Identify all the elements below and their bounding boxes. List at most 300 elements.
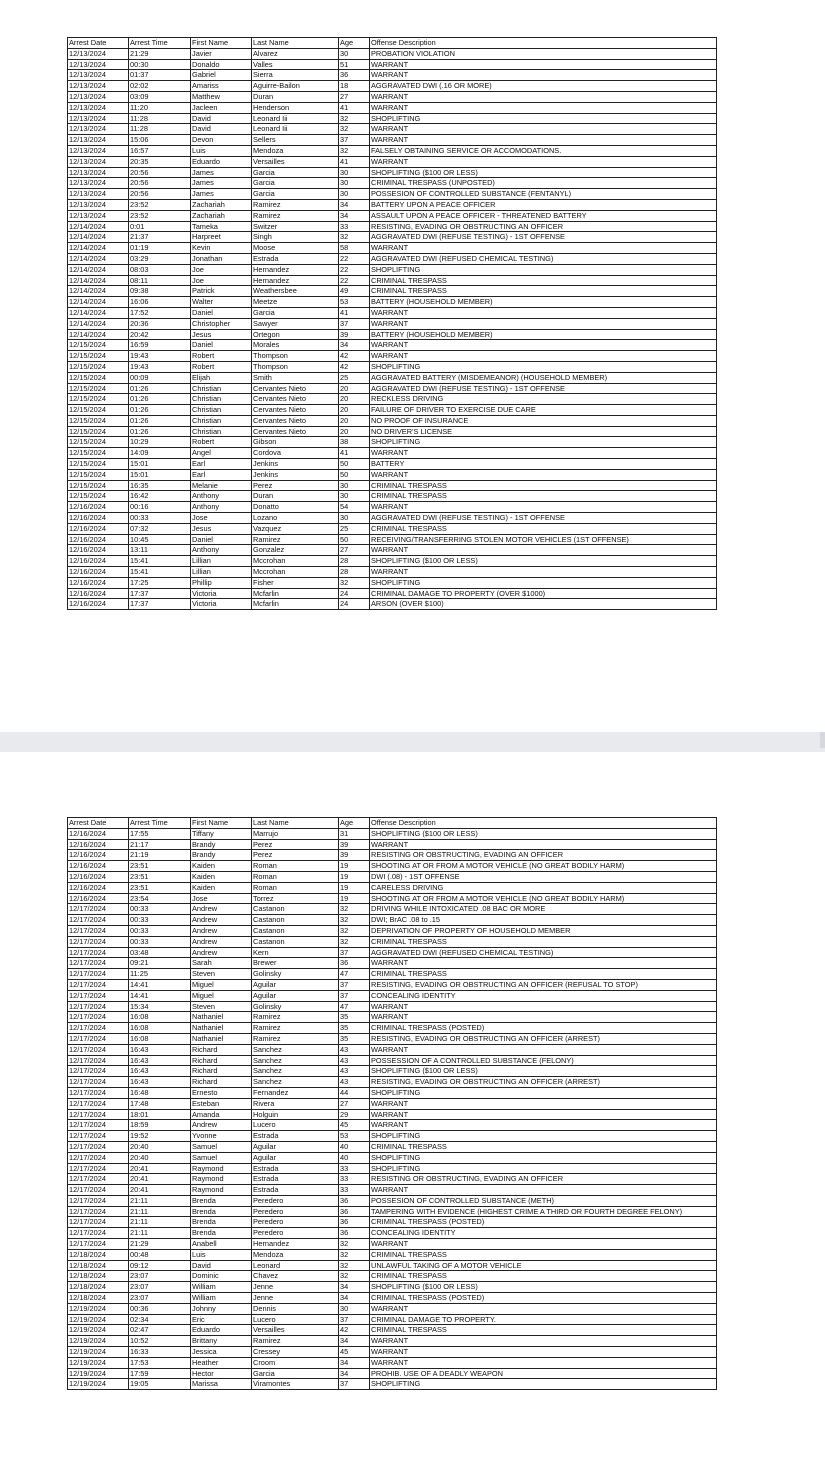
arrest-date-cell: 12/15/2024 — [68, 426, 129, 437]
age-cell: 58 — [339, 243, 370, 254]
arrest-date-cell: 12/15/2024 — [68, 340, 129, 351]
table-row — [68, 405, 717, 416]
first-name-cell: Richard — [191, 1066, 252, 1077]
arrest-time-cell: 19:52 — [129, 1131, 191, 1142]
age-cell: 47 — [339, 1001, 370, 1012]
arrest-date-cell: 12/14/2024 — [68, 232, 129, 243]
age-cell: 30 — [339, 167, 370, 178]
arrest-time-cell: 21:11 — [129, 1206, 191, 1217]
table-row — [68, 318, 717, 329]
table-row — [68, 1206, 717, 1217]
last-name-cell: Mendoza — [252, 145, 339, 156]
age-cell: 36 — [339, 70, 370, 81]
table-row — [68, 307, 717, 318]
offense-description-cell: CONCEALING IDENTITY — [370, 990, 717, 1001]
last-name-cell: Lozano — [252, 513, 339, 524]
arrest-time-cell: 10:52 — [129, 1336, 191, 1347]
table-row — [68, 1336, 717, 1347]
age-cell: 30 — [339, 189, 370, 200]
last-name-cell: Croom — [252, 1357, 339, 1368]
age-cell: 32 — [339, 1239, 370, 1250]
last-name-cell: Versailles — [252, 156, 339, 167]
arrest-date-cell: 12/16/2024 — [68, 588, 129, 599]
arrest-time-cell: 19:43 — [129, 351, 191, 362]
arrest-date-cell: 12/16/2024 — [68, 513, 129, 524]
table-row — [68, 882, 717, 893]
age-cell: 32 — [339, 936, 370, 947]
table-row — [68, 221, 717, 232]
arrest-time-cell: 16:08 — [129, 1033, 191, 1044]
table-row — [68, 1033, 717, 1044]
last-name-cell: Donatto — [252, 502, 339, 513]
header-row — [68, 38, 717, 49]
age-cell: 32 — [339, 577, 370, 588]
last-name-cell: Ramirez — [252, 1033, 339, 1044]
table-row — [68, 448, 717, 459]
last-name-cell: Moose — [252, 243, 339, 254]
offense-description-cell: WARRANT — [370, 156, 717, 167]
table-row — [68, 577, 717, 588]
offense-description-cell: BATTERY (HOUSEHOLD MEMBER) — [370, 297, 717, 308]
offense-description-cell: WARRANT — [370, 59, 717, 70]
age-cell: 51 — [339, 59, 370, 70]
arrest-time-cell: 20:42 — [129, 329, 191, 340]
arrest-date-cell: 12/17/2024 — [68, 958, 129, 969]
header-arrest-time: Arrest Time — [129, 38, 191, 49]
offense-description-cell: DWI (.08) - 1ST OFFENSE — [370, 871, 717, 882]
arrest-date-cell: 12/18/2024 — [68, 1249, 129, 1260]
arrest-time-cell: 20:40 — [129, 1152, 191, 1163]
arrest-time-cell: 03:09 — [129, 91, 191, 102]
arrest-time-cell: 17:37 — [129, 599, 191, 610]
first-name-cell: Robert — [191, 351, 252, 362]
arrest-time-cell: 16:33 — [129, 1347, 191, 1358]
first-name-cell: Raymond — [191, 1185, 252, 1196]
offense-description-cell: WARRANT — [370, 1303, 717, 1314]
last-name-cell: Leonard Iii — [252, 124, 339, 135]
table-row — [68, 871, 717, 882]
arrest-date-cell: 12/18/2024 — [68, 1282, 129, 1293]
age-cell: 22 — [339, 253, 370, 264]
last-name-cell: Mendoza — [252, 1249, 339, 1260]
arrest-time-cell: 20:56 — [129, 167, 191, 178]
arrest-time-cell: 09:38 — [129, 286, 191, 297]
first-name-cell: Eduardo — [191, 1325, 252, 1336]
age-cell: 24 — [339, 588, 370, 599]
first-name-cell: Gabriel — [191, 70, 252, 81]
last-name-cell: Peredero — [252, 1206, 339, 1217]
arrest-time-cell: 11:28 — [129, 124, 191, 135]
last-name-cell: Peredero — [252, 1195, 339, 1206]
last-name-cell: Castanon — [252, 915, 339, 926]
offense-description-cell: AGGRAVATED DWI (REFUSED CHEMICAL TESTING) — [370, 253, 717, 264]
last-name-cell: Dennis — [252, 1303, 339, 1314]
last-name-cell: Cervantes Nieto — [252, 426, 339, 437]
last-name-cell: Cressey — [252, 1347, 339, 1358]
arrest-time-cell: 15:01 — [129, 459, 191, 470]
last-name-cell: Alvarez — [252, 48, 339, 59]
offense-description-cell: WARRANT — [370, 1357, 717, 1368]
arrest-date-cell: 12/16/2024 — [68, 861, 129, 872]
first-name-cell: Jesus — [191, 329, 252, 340]
first-name-cell: Jessica — [191, 1347, 252, 1358]
table-row — [68, 167, 717, 178]
first-name-cell: Kaiden — [191, 882, 252, 893]
last-name-cell: Jenne — [252, 1282, 339, 1293]
arrest-time-cell: 08:03 — [129, 264, 191, 275]
first-name-cell: Richard — [191, 1055, 252, 1066]
last-name-cell: Cervantes Nieto — [252, 383, 339, 394]
last-name-cell: Gonzalez — [252, 545, 339, 556]
arrest-time-cell: 09:21 — [129, 958, 191, 969]
last-name-cell: Mccrohan — [252, 567, 339, 578]
age-cell: 25 — [339, 523, 370, 534]
table-row — [68, 1066, 717, 1077]
arrest-date-cell: 12/16/2024 — [68, 502, 129, 513]
last-name-cell: Cordova — [252, 448, 339, 459]
offense-description-cell: POSSESION OF CONTROLLED SUBSTANCE (METH) — [370, 1195, 717, 1206]
first-name-cell: Jose — [191, 893, 252, 904]
table-row — [68, 1357, 717, 1368]
offense-description-cell: WARRANT — [370, 1044, 717, 1055]
first-name-cell: Hector — [191, 1368, 252, 1379]
table-row — [68, 1087, 717, 1098]
first-name-cell: Nathaniel — [191, 1012, 252, 1023]
arrest-time-cell: 21:11 — [129, 1217, 191, 1228]
arrest-time-cell: 14:41 — [129, 990, 191, 1001]
offense-description-cell: BATTERY — [370, 459, 717, 470]
age-cell: 39 — [339, 850, 370, 861]
offense-description-cell: BATTERY (HOUSEHOLD MEMBER) — [370, 329, 717, 340]
table-row — [68, 1217, 717, 1228]
offense-description-cell: SHOPLIFTING ($100 OR LESS) — [370, 828, 717, 839]
table-row — [68, 990, 717, 1001]
arrest-date-cell: 12/13/2024 — [68, 210, 129, 221]
table-row — [68, 415, 717, 426]
first-name-cell: Andrew — [191, 1120, 252, 1131]
age-cell: 20 — [339, 405, 370, 416]
table-row — [68, 491, 717, 502]
arrest-date-cell: 12/17/2024 — [68, 1163, 129, 1174]
first-name-cell: Brenda — [191, 1195, 252, 1206]
offense-description-cell: RESISTING, EVADING OR OBSTRUCTING AN OFFICER — [370, 221, 717, 232]
age-cell: 24 — [339, 599, 370, 610]
last-name-cell: Aguilar — [252, 1141, 339, 1152]
arrest-time-cell: 20:56 — [129, 178, 191, 189]
arrest-date-cell: 12/17/2024 — [68, 969, 129, 980]
first-name-cell: Luis — [191, 145, 252, 156]
first-name-cell: Donaldo — [191, 59, 252, 70]
first-name-cell: Kaiden — [191, 871, 252, 882]
first-name-cell: Brandy — [191, 839, 252, 850]
age-cell: 42 — [339, 361, 370, 372]
table-row — [68, 1131, 717, 1142]
arrest-date-cell: 12/15/2024 — [68, 383, 129, 394]
table-row — [68, 599, 717, 610]
arrest-table — [67, 817, 717, 1390]
last-name-cell: Torrez — [252, 893, 339, 904]
offense-description-cell: SHOPLIFTING — [370, 437, 717, 448]
arrest-date-cell: 12/16/2024 — [68, 534, 129, 545]
arrest-date-cell: 12/19/2024 — [68, 1347, 129, 1358]
first-name-cell: Elijah — [191, 372, 252, 383]
table-row — [68, 113, 717, 124]
table-row — [68, 264, 717, 275]
age-cell: 39 — [339, 839, 370, 850]
first-name-cell: Yvonne — [191, 1131, 252, 1142]
table-row — [68, 469, 717, 480]
age-cell: 32 — [339, 1271, 370, 1282]
first-name-cell: Dominic — [191, 1271, 252, 1282]
offense-description-cell: FAILURE OF DRIVER TO EXERCISE DUE CARE — [370, 405, 717, 416]
table-row — [68, 839, 717, 850]
header-last-name: Last Name — [252, 38, 339, 49]
offense-description-cell: RESISTING, EVADING OR OBSTRUCTING AN OFFICER (ARREST) — [370, 1033, 717, 1044]
offense-description-cell: DEPRIVATION OF PROPERTY OF HOUSEHOLD MEMBER — [370, 925, 717, 936]
last-name-cell: Ramirez — [252, 199, 339, 210]
table-row — [68, 232, 717, 243]
arrest-date-cell: 12/17/2024 — [68, 979, 129, 990]
first-name-cell: James — [191, 178, 252, 189]
arrest-date-cell: 12/15/2024 — [68, 469, 129, 480]
table-row — [68, 70, 717, 81]
arrest-time-cell: 21:37 — [129, 232, 191, 243]
offense-description-cell: WARRANT — [370, 1336, 717, 1347]
age-cell: 50 — [339, 534, 370, 545]
arrest-date-cell: 12/16/2024 — [68, 556, 129, 567]
last-name-cell: Switzer — [252, 221, 339, 232]
age-cell: 37 — [339, 1379, 370, 1390]
last-name-cell: Perez — [252, 850, 339, 861]
age-cell: 20 — [339, 415, 370, 426]
age-cell: 34 — [339, 1282, 370, 1293]
arrest-date-cell: 12/17/2024 — [68, 1044, 129, 1055]
age-cell: 53 — [339, 297, 370, 308]
last-name-cell: Cervantes Nieto — [252, 394, 339, 405]
arrest-time-cell: 15:41 — [129, 567, 191, 578]
arrest-date-cell: 12/14/2024 — [68, 329, 129, 340]
arrest-time-cell: 17:53 — [129, 1357, 191, 1368]
offense-description-cell: POSSESSION OF A CONTROLLED SUBSTANCE (FELONY) — [370, 1055, 717, 1066]
first-name-cell: Johnny — [191, 1303, 252, 1314]
offense-description-cell: RECKLESS DRIVING — [370, 394, 717, 405]
last-name-cell: Peredero — [252, 1217, 339, 1228]
first-name-cell: Luis — [191, 1249, 252, 1260]
last-name-cell: Weathersbee — [252, 286, 339, 297]
offense-description-cell: CRIMINAL TRESPASS — [370, 1249, 717, 1260]
arrest-time-cell: 16:43 — [129, 1066, 191, 1077]
table-row — [68, 1109, 717, 1120]
arrest-time-cell: 16:57 — [129, 145, 191, 156]
arrest-date-cell: 12/14/2024 — [68, 221, 129, 232]
first-name-cell: Joe — [191, 275, 252, 286]
arrest-date-cell: 12/16/2024 — [68, 871, 129, 882]
offense-description-cell: WARRANT — [370, 1001, 717, 1012]
arrest-table — [67, 37, 717, 610]
arrest-date-cell: 12/15/2024 — [68, 480, 129, 491]
age-cell: 28 — [339, 567, 370, 578]
table-row — [68, 275, 717, 286]
table-row — [68, 372, 717, 383]
offense-description-cell: SHOPLIFTING — [370, 1131, 717, 1142]
header-age: Age — [339, 818, 370, 829]
last-name-cell: Jenne — [252, 1293, 339, 1304]
table-row — [68, 545, 717, 556]
arrest-time-cell: 20:36 — [129, 318, 191, 329]
arrest-time-cell: 17:55 — [129, 828, 191, 839]
arrest-date-cell: 12/15/2024 — [68, 361, 129, 372]
first-name-cell: David — [191, 1260, 252, 1271]
first-name-cell: Victoria — [191, 599, 252, 610]
offense-description-cell: AGGRAVATED DWI (REFUSE TESTING) - 1ST OFFENSE — [370, 383, 717, 394]
first-name-cell: Daniel — [191, 340, 252, 351]
first-name-cell: Robert — [191, 437, 252, 448]
age-cell: 42 — [339, 1325, 370, 1336]
first-name-cell: Jesus — [191, 523, 252, 534]
arrest-time-cell: 00:33 — [129, 915, 191, 926]
last-name-cell: Perez — [252, 480, 339, 491]
age-cell: 53 — [339, 1131, 370, 1142]
age-cell: 20 — [339, 426, 370, 437]
offense-description-cell: SHOPLIFTING ($100 OR LESS) — [370, 167, 717, 178]
last-name-cell: Leonard Iii — [252, 113, 339, 124]
header-first-name: First Name — [191, 38, 252, 49]
arrest-date-cell: 12/16/2024 — [68, 599, 129, 610]
arrest-date-cell: 12/17/2024 — [68, 1239, 129, 1250]
arrest-time-cell: 20:35 — [129, 156, 191, 167]
age-cell: 28 — [339, 556, 370, 567]
age-cell: 32 — [339, 925, 370, 936]
arrest-date-cell: 12/15/2024 — [68, 351, 129, 362]
arrest-date-cell: 12/17/2024 — [68, 990, 129, 1001]
first-name-cell: William — [191, 1293, 252, 1304]
age-cell: 41 — [339, 102, 370, 113]
last-name-cell: Golinsky — [252, 969, 339, 980]
arrest-time-cell: 21:29 — [129, 1239, 191, 1250]
age-cell: 43 — [339, 1055, 370, 1066]
arrest-date-cell: 12/14/2024 — [68, 275, 129, 286]
first-name-cell: Andrew — [191, 925, 252, 936]
arrest-date-cell: 12/15/2024 — [68, 405, 129, 416]
age-cell: 45 — [339, 1347, 370, 1358]
offense-description-cell: WARRANT — [370, 243, 717, 254]
arrest-date-cell: 12/15/2024 — [68, 437, 129, 448]
table-row — [68, 850, 717, 861]
last-name-cell: Hernandez — [252, 1239, 339, 1250]
table-row — [68, 979, 717, 990]
arrest-date-cell: 12/13/2024 — [68, 48, 129, 59]
offense-description-cell: CRIMINAL TRESPASS — [370, 523, 717, 534]
age-cell: 34 — [339, 1357, 370, 1368]
age-cell: 37 — [339, 947, 370, 958]
first-name-cell: Andrew — [191, 947, 252, 958]
arrest-time-cell: 16:06 — [129, 297, 191, 308]
offense-description-cell: CRIMINAL TRESPASS — [370, 275, 717, 286]
age-cell: 20 — [339, 394, 370, 405]
header-age: Age — [339, 38, 370, 49]
last-name-cell: Jenkins — [252, 459, 339, 470]
arrest-date-cell: 12/16/2024 — [68, 893, 129, 904]
age-cell: 41 — [339, 156, 370, 167]
offense-description-cell: SHOPLIFTING — [370, 1379, 717, 1390]
arrest-date-cell: 12/16/2024 — [68, 882, 129, 893]
age-cell: 35 — [339, 1012, 370, 1023]
last-name-cell: Leonard — [252, 1260, 339, 1271]
age-cell: 34 — [339, 1293, 370, 1304]
arrest-time-cell: 23:52 — [129, 199, 191, 210]
table-row — [68, 135, 717, 146]
table-row — [68, 969, 717, 980]
first-name-cell: Devon — [191, 135, 252, 146]
age-cell: 36 — [339, 1195, 370, 1206]
last-name-cell: Lucero — [252, 1120, 339, 1131]
first-name-cell: Brenda — [191, 1206, 252, 1217]
first-name-cell: Samuel — [191, 1152, 252, 1163]
last-name-cell: Kern — [252, 947, 339, 958]
arrest-time-cell: 20:41 — [129, 1174, 191, 1185]
first-name-cell: Steven — [191, 969, 252, 980]
first-name-cell: Jose — [191, 513, 252, 524]
arrest-date-cell: 12/19/2024 — [68, 1314, 129, 1325]
last-name-cell: Castanon — [252, 904, 339, 915]
arrest-date-cell: 12/17/2024 — [68, 1131, 129, 1142]
arrest-time-cell: 13:11 — [129, 545, 191, 556]
table-row — [68, 1379, 717, 1390]
offense-description-cell: CRIMINAL DAMAGE TO PROPERTY. — [370, 1314, 717, 1325]
arrest-date-cell: 12/15/2024 — [68, 394, 129, 405]
table-row — [68, 156, 717, 167]
first-name-cell: Daniel — [191, 307, 252, 318]
age-cell: 32 — [339, 915, 370, 926]
arrest-time-cell: 11:28 — [129, 113, 191, 124]
arrest-date-cell: 12/17/2024 — [68, 1195, 129, 1206]
age-cell: 37 — [339, 1314, 370, 1325]
last-name-cell: Duran — [252, 91, 339, 102]
offense-description-cell: WARRANT — [370, 1185, 717, 1196]
table-row — [68, 1260, 717, 1271]
age-cell: 37 — [339, 979, 370, 990]
last-name-cell: Thompson — [252, 361, 339, 372]
age-cell: 19 — [339, 882, 370, 893]
arrest-time-cell: 16:43 — [129, 1044, 191, 1055]
first-name-cell: Ernesto — [191, 1087, 252, 1098]
arrest-time-cell: 00:30 — [129, 59, 191, 70]
arrest-date-cell: 12/19/2024 — [68, 1303, 129, 1314]
arrest-time-cell: 21:17 — [129, 839, 191, 850]
arrest-date-cell: 12/19/2024 — [68, 1379, 129, 1390]
arrest-time-cell: 00:33 — [129, 904, 191, 915]
arrest-date-cell: 12/13/2024 — [68, 145, 129, 156]
arrest-date-cell: 12/17/2024 — [68, 1141, 129, 1152]
offense-description-cell: SHOPLIFTING — [370, 577, 717, 588]
first-name-cell: Eduardo — [191, 156, 252, 167]
arrest-date-cell: 12/15/2024 — [68, 491, 129, 502]
arrest-time-cell: 08:11 — [129, 275, 191, 286]
age-cell: 32 — [339, 1249, 370, 1260]
arrest-time-cell: 16:59 — [129, 340, 191, 351]
offense-description-cell: CRIMINAL TRESPASS — [370, 286, 717, 297]
first-name-cell: Jonathan — [191, 253, 252, 264]
offense-description-cell: WARRANT — [370, 318, 717, 329]
offense-description-cell: SHOPLIFTING ($100 OR LESS) — [370, 1066, 717, 1077]
first-name-cell: Christian — [191, 405, 252, 416]
first-name-cell: David — [191, 113, 252, 124]
arrest-time-cell: 01:26 — [129, 394, 191, 405]
offense-description-cell: SHOPLIFTING — [370, 1087, 717, 1098]
last-name-cell: Marrujo — [252, 828, 339, 839]
table-row — [68, 383, 717, 394]
last-name-cell: Ramirez — [252, 210, 339, 221]
